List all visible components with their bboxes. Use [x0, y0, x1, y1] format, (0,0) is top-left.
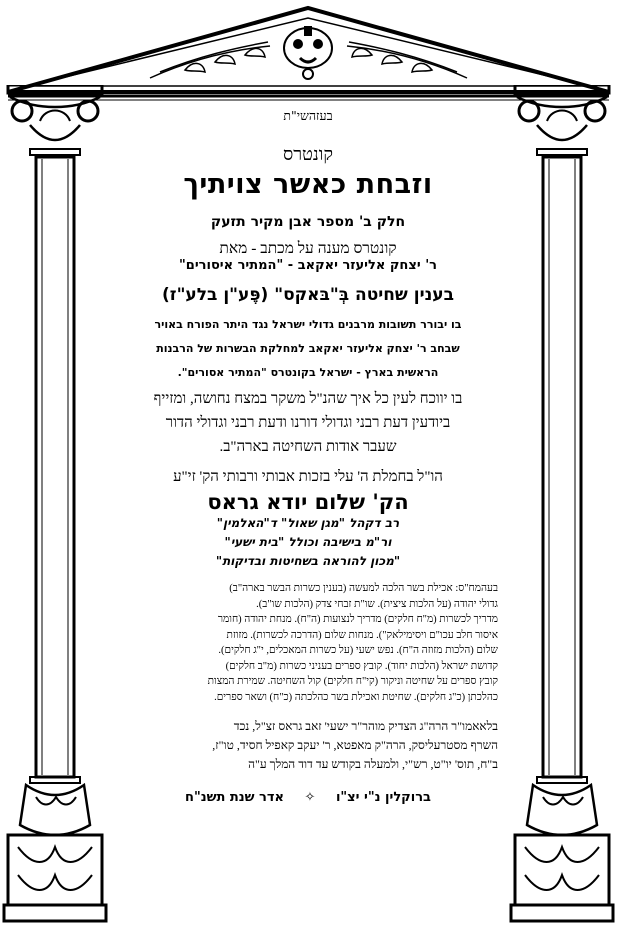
position-line: "מכון להוראה בשחיטות ובדיקות" — [215, 554, 401, 568]
position-line: רב דקהל "מגן שאול" ד"האלמין" — [216, 516, 400, 530]
lineage-line: בלאאמו"ר הרה"ג הצדיק מוהר"ר ישעי' זאב גראס זצ"ל, נכד — [233, 719, 498, 733]
works-line: מדריך לכשרות (מ"ח חלקים) מדריך לנצועות (ה"ח). מנחת יהודה (חומר — [217, 614, 498, 625]
paragraph-line: בו יווכח לעין כל איך שהנ"ל משקר במצח נחושה, ומזייף — [153, 391, 463, 407]
letter-line-2: ר' יצחק אליעזר יאקאב - "המתיר איסורים" — [179, 258, 437, 273]
right-column — [507, 85, 617, 931]
works-line: קובץ ספרים על שחיטה וניקור (קי"ח חלקים) קול השחיטה. שמירת המצות — [207, 676, 498, 687]
imprint-place: ברוקלין נ"י יצ"ו — [335, 790, 431, 805]
works-line: שלום (הלכות מזוזה ה"ח). נפש ישעי (על כשרות המאכלים, י"ג חלקים). — [218, 645, 498, 656]
lineage-line: ב"ח, תוס' יו"ט, רש"י, ולמעלה בקודש עד דוד המלך ע"ה — [248, 757, 498, 771]
crest-ornament — [284, 26, 332, 79]
paragraph-line: ביודעין דעת רבני וגדולי דורנו ודעת רבני וגדולי הדור — [165, 415, 451, 431]
title-page-content — [118, 108, 498, 805]
paragraph-line: שבחב ר' יצחק אליעזר יאקאב למחלקת הבשרות של הרבנות — [156, 342, 460, 355]
author-intro: הו"ל בחמלת ה' עלי בזכות אבותי ורבותי הק' זי"ע — [173, 469, 443, 485]
intro-paragraph-2 — [118, 387, 498, 459]
main-title: וזבחת כאשר צויתיך — [183, 169, 433, 200]
topic-heading: בענין שחיטה בְּ"בּאקס" (פֶּע"ן בלע"ז) — [162, 285, 454, 305]
imprint-footer — [118, 790, 498, 805]
paragraph-line: שעבר אודות השחיטה בארה"ב. — [219, 439, 397, 455]
kuntres-label: קונטרס — [282, 144, 334, 164]
imprint-date: אדר שנת תשנ"ח — [185, 790, 284, 805]
lineage-line: השרף מסטרעליסק, הרה"ק מאפטא, ר' יעקב קאפיל חסיד, טו"ז, — [212, 738, 498, 752]
author-positions — [118, 514, 498, 571]
letter-line-1: קונטרס מענה על מכתב - מאת — [219, 240, 397, 257]
works-line: כהלכתן (כ"ג חלקים). שחיטת ואכילת בשר כהלכתה (כ"ח) ושאר ספרים. — [214, 691, 498, 703]
paragraph-line: בו יבורר תשובות מרבנים גדולי ישראל נגד היתר הפורח באויר — [154, 318, 462, 331]
bsd-header: בעזהשי"ת — [283, 108, 333, 123]
author-name: הק' שלום יודא גראס — [207, 490, 409, 514]
left-column — [0, 85, 110, 931]
separator-star-icon: ✧ — [304, 790, 316, 805]
works-line: איסור חלב עכו"ם ויסימילאק"). מנחות שלום (הדרכה לכשרות). מזוזת — [226, 629, 498, 641]
position-line: ור"מ בישיבה וכולל "בית ישעי" — [224, 535, 392, 549]
part-subtitle: חלק ב' מספר אבן מקיר תזעק — [210, 214, 406, 230]
works-line: גדולי יהודה (על הלכות ציצית). שו"ת זבחי צדק (הלכות שו"ב). — [256, 598, 498, 610]
lineage-paragraph — [118, 717, 498, 774]
works-line: בעהמח"ס: אכילת בשר הלכה למעשה (בענין כשרות הבשר בארה"ב) — [229, 583, 498, 594]
works-list — [118, 581, 498, 705]
works-line: קדושת ישראל (הלכות יחוד). קובץ ספרים בעניני כשרות (מ"ב חלקים) — [225, 660, 498, 672]
paragraph-line: הראשית בארץ - ישראל בקונטרס "המתיר אסורים". — [177, 366, 439, 379]
intro-paragraph-1 — [118, 313, 498, 385]
